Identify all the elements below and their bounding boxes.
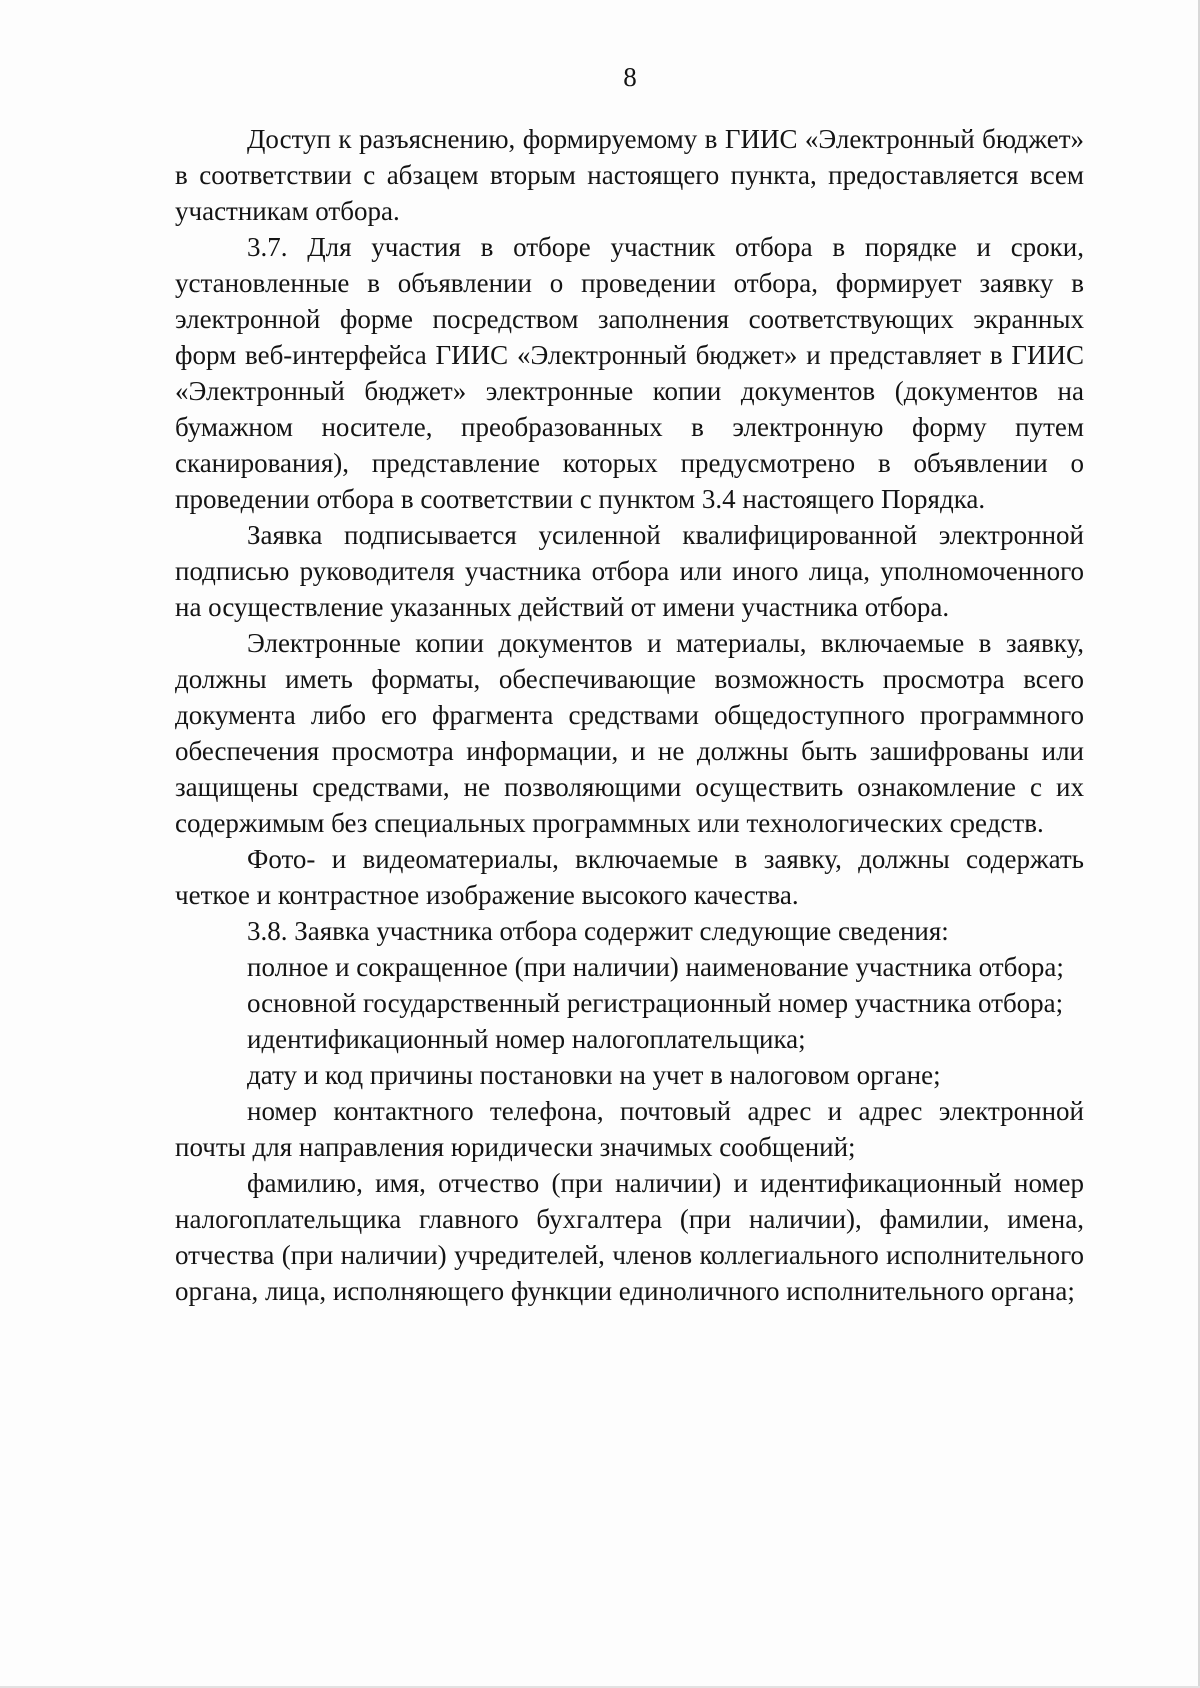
paragraph-3-8: 3.8. Заявка участника отбора содержит следующие сведения: [247,916,949,946]
paragraph-access-clarification: Доступ к разъяснению, формируемому в ГИИС «Электронный бюджет» в соответствии с абзацем вторым настоящего пункта, предоставляется всем участникам отбора. [175,124,1084,226]
list-item-inn: идентификационный номер налогоплательщика; [247,1024,806,1054]
list-item-contacts: номер контактного телефона, почтовый адрес и адрес электронной почты для направления юридически значимых сообщений; [175,1096,1084,1162]
paragraph-electronic-copies: Электронные копии документов и материалы, включаемые в заявку, должны иметь форматы, обеспечивающие возможность просмотра всего документа либо его фрагмента средствами общедоступного программного обеспечения просмотра информации, и не должны быть зашифрованы или защищены средствами, не позволяющими осуществить ознакомление с их содержимым без специальных программных или технологических средств. [175,628,1084,838]
list-item-name: полное и сокращенное (при наличии) наименование участника отбора; [247,952,1064,982]
paragraph-3-7: 3.7. Для участия в отборе участник отбора в порядке и сроки, установленные в объявлении о проведении отбора, формирует заявку в электронной форме посредством заполнения соответствующих экранных форм веб-интерфейса ГИИС «Электронный бюджет» и представляет в ГИИС «Электронный бюджет» электронные копии документов (документов на бумажном носителе, преобразованных в электронную форму путем сканирования), представление которых предусмотрено в объявлении о проведении отбора в соответствии с пунктом 3.4 настоящего Порядка. [175,232,1084,514]
paragraph-signature: Заявка подписывается усиленной квалифицированной электронной подписью руководителя участника отбора или иного лица, уполномоченного на осуществление указанных действий от имени участника отбора. [175,520,1084,622]
document-body [175,121,1084,1309]
list-item-persons: фамилию, имя, отчество (при наличии) и идентификационный номер налогоплательщика главного бухгалтера (при наличии), фамилии, имена, отчества (при наличии) учредителей, членов коллегиального исполнительного органа, лица, исполняющего функции единоличного исполнительного органа; [175,1168,1084,1306]
page-number: 8 [623,62,637,92]
list-item-registration-date: дату и код причины постановки на учет в налоговом органе; [247,1060,941,1090]
list-item-ogrn: основной государственный регистрационный номер участника отбора; [247,988,1064,1018]
paragraph-photo-video: Фото- и видеоматериалы, включаемые в заявку, должны содержать четкое и контрастное изображение высокого качества. [175,844,1084,910]
